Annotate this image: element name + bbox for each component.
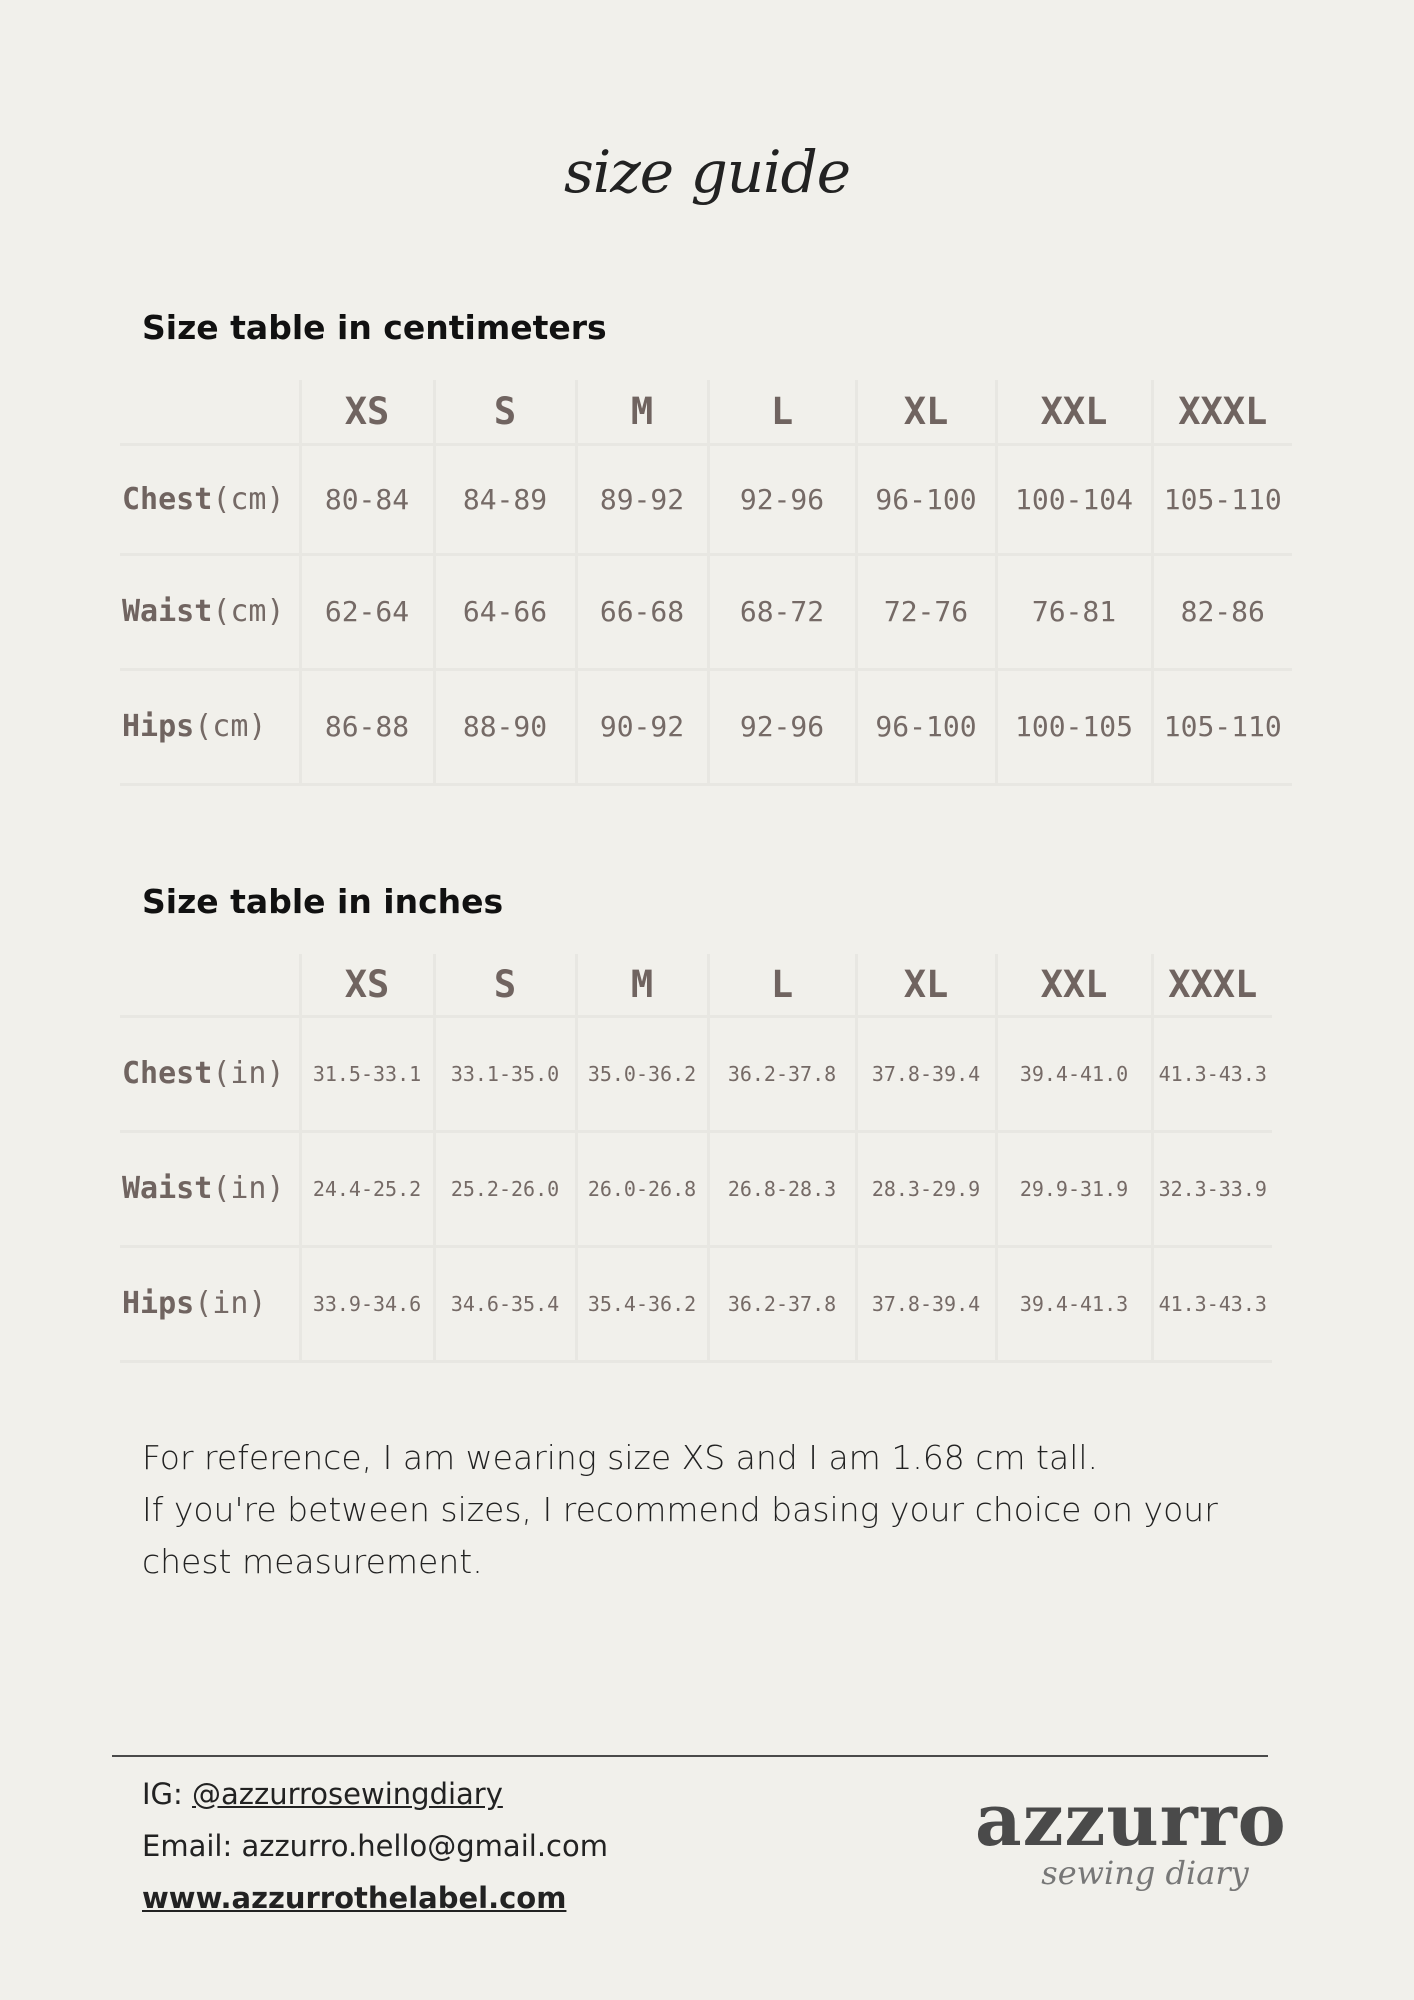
contact-instagram [142,1777,503,1811]
ig-label: IG: [142,1777,193,1811]
row-label-waist [120,554,300,669]
table-row [120,444,1292,554]
size-table-in [120,954,1272,1363]
measurement-unit: (in) [212,1056,285,1091]
table-header-row [120,380,1292,444]
table-cell: 92-96 [708,669,856,784]
measurement-name: Chest [122,481,213,517]
table-row [120,1246,1272,1361]
table-cell: 28.3-29.9 [856,1131,996,1246]
row-label-hips [120,1246,300,1361]
row-label-waist [120,1131,300,1246]
email-address[interactable]: azzurro.hello@gmail.com [241,1829,608,1863]
table-cell: 64-66 [434,554,576,669]
table-cell: 105-110 [1152,669,1292,784]
measurement-name: Chest [122,1056,213,1091]
email-label: Email: [142,1829,242,1863]
size-header-xs: XS [300,954,434,1016]
size-header-xxxl: XXXL [1152,380,1292,444]
table-cell: 68-72 [708,554,856,669]
table-cell: 26.8-28.3 [708,1131,856,1246]
table-cell: 89-92 [576,444,708,554]
logo-tagline: sewing diary [1041,1854,1249,1892]
size-header-xs: XS [300,380,434,444]
measurement-unit: (cm) [212,594,285,629]
table-row [120,1016,1272,1131]
measurement-unit: (cm) [212,481,285,517]
measurement-unit: (cm) [194,709,267,744]
size-header-s: S [434,380,576,444]
table-cell: 36.2-37.8 [708,1016,856,1131]
brand-logo [975,1777,1287,1892]
footer-divider [112,1755,1268,1757]
note-line: For reference, I am wearing size XS and I am 1.68 cm tall. [142,1438,1099,1477]
measurement-name: Hips [122,1286,195,1321]
table-cell: 32.3-33.9 [1152,1131,1272,1246]
table-cell: 76-81 [996,554,1152,669]
size-table-cm [120,380,1292,786]
table-cell: 37.8-39.4 [856,1016,996,1131]
measurement-unit: (in) [212,1171,285,1206]
table-cell: 39.4-41.0 [996,1016,1152,1131]
table-cell: 36.2-37.8 [708,1246,856,1361]
size-header-m: M [576,954,708,1016]
size-header-xxl: XXL [996,954,1152,1016]
table-cell: 100-104 [996,444,1152,554]
table-cell: 100-105 [996,669,1152,784]
table-cell: 25.2-26.0 [434,1131,576,1246]
size-header-xxl: XXL [996,380,1152,444]
table-cell: 33.1-35.0 [434,1016,576,1131]
table-cell: 66-68 [576,554,708,669]
contact-website [142,1881,566,1915]
table-cell: 33.9-34.6 [300,1246,434,1361]
size-header-xl: XL [856,954,996,1016]
instagram-link[interactable]: @azzurrosewingdiary [192,1777,503,1811]
table-cell: 31.5-33.1 [300,1016,434,1131]
table-header-row [120,954,1272,1016]
table-cell: 26.0-26.8 [576,1131,708,1246]
measurement-name: Waist [122,594,213,629]
table-cell: 62-64 [300,554,434,669]
note-line: If you're between sizes, I recommend basing your choice on your chest measurement. [142,1490,1218,1581]
measurement-name: Hips [122,709,195,744]
row-label-hips [120,669,300,784]
table-cell: 34.6-35.4 [434,1246,576,1361]
table-cell: 29.9-31.9 [996,1131,1152,1246]
table-cell: 80-84 [300,444,434,554]
contact-email [142,1829,608,1863]
table-cell: 90-92 [576,669,708,784]
size-header-l: L [708,954,856,1016]
header-corner [120,380,300,444]
size-header-xl: XL [856,380,996,444]
page-title: size guide [563,138,851,206]
row-label-chest [120,444,300,554]
website-link[interactable]: www.azzurrothelabel.com [142,1881,567,1915]
table-cell: 105-110 [1152,444,1292,554]
table-cell: 96-100 [856,444,996,554]
table-cell: 37.8-39.4 [856,1246,996,1361]
table-cell: 86-88 [300,669,434,784]
table-cell: 35.4-36.2 [576,1246,708,1361]
table-cell: 84-89 [434,444,576,554]
measurement-name: Waist [122,1171,213,1206]
table-cell: 82-86 [1152,554,1292,669]
row-label-chest [120,1016,300,1131]
size-header-m: M [576,380,708,444]
table-cell: 24.4-25.2 [300,1131,434,1246]
table-cell: 72-76 [856,554,996,669]
table-row [120,669,1292,784]
table-cell: 88-90 [434,669,576,784]
size-header-xxxl: XXXL [1152,954,1272,1016]
table-cell: 96-100 [856,669,996,784]
table-cell: 41.3-43.3 [1152,1016,1272,1131]
section-title-cm: Size table in centimeters [142,308,607,347]
table-cell: 39.4-41.3 [996,1246,1152,1361]
table-row [120,554,1292,669]
size-header-s: S [434,954,576,1016]
table-cell: 41.3-43.3 [1152,1246,1272,1361]
table-cell: 35.0-36.2 [576,1016,708,1131]
size-header-l: L [708,380,856,444]
table-cell: 92-96 [708,444,856,554]
table-row [120,1131,1272,1246]
measurement-unit: (in) [194,1286,267,1321]
section-title-in: Size table in inches [142,882,504,921]
logo-wordmark: azzurro [975,1777,1287,1862]
header-corner [120,954,300,1016]
reference-notes [142,1432,1282,1588]
